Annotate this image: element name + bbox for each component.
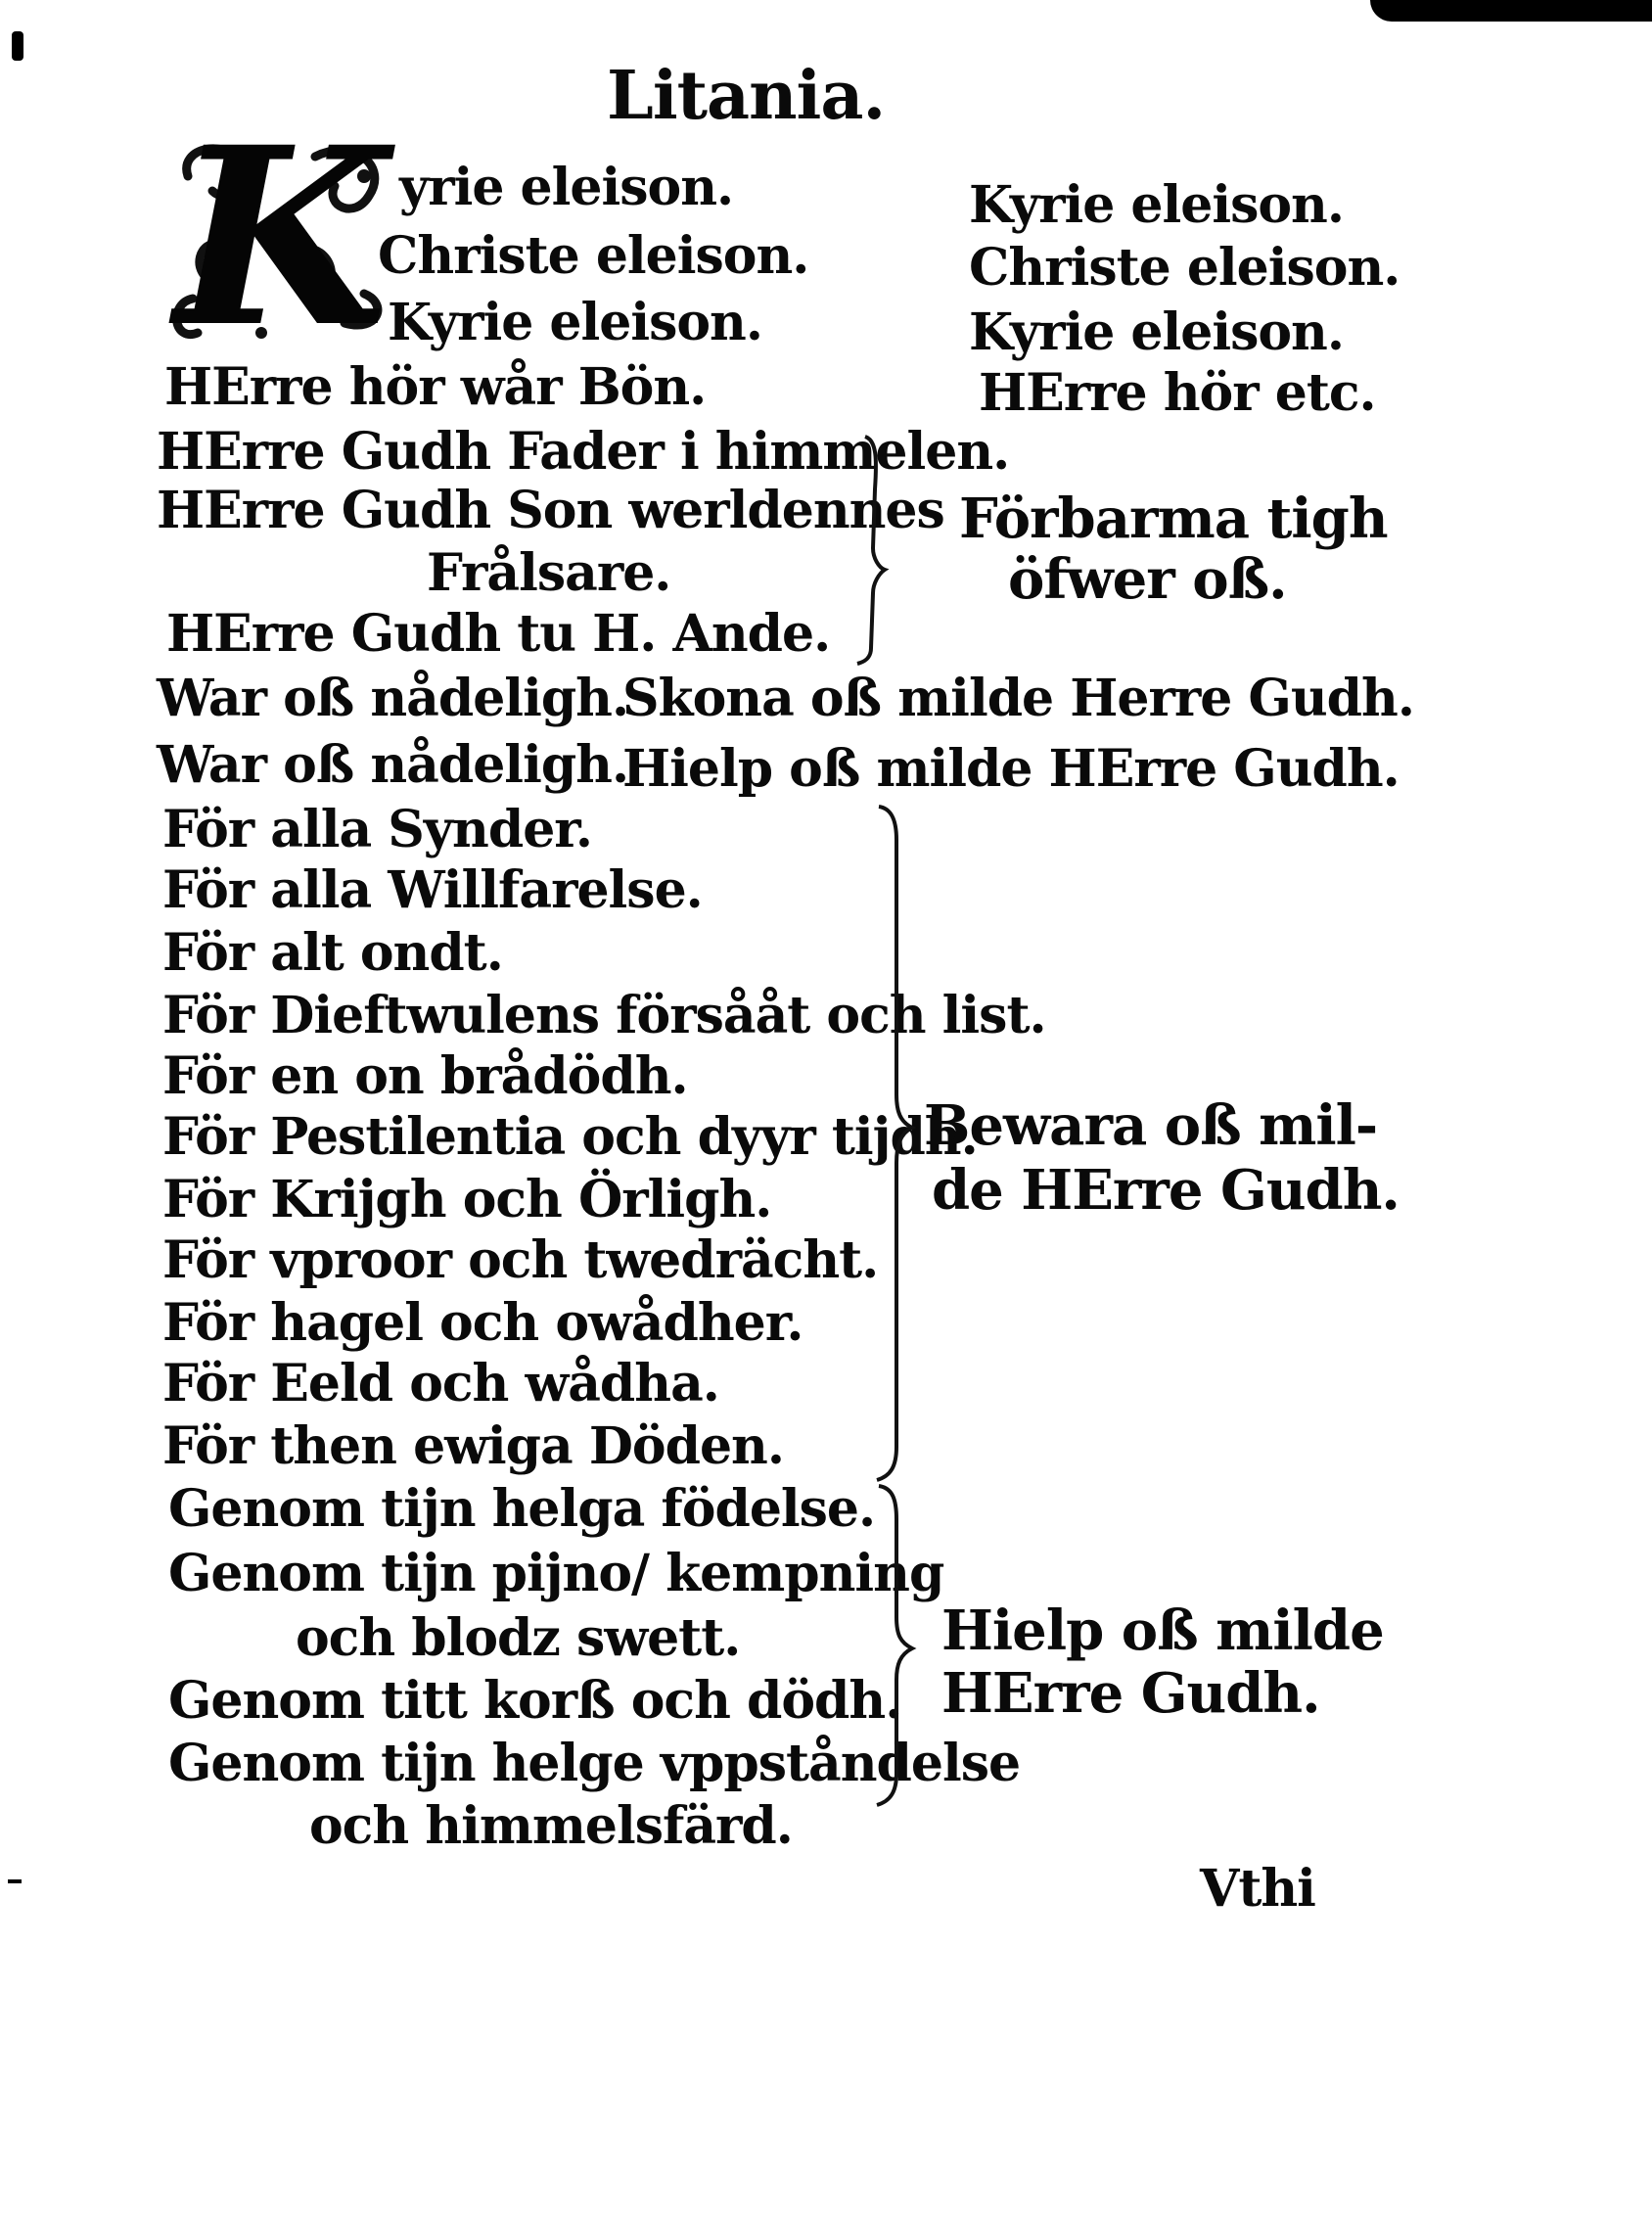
kyrie-left-2: Christe eleison. [378, 226, 809, 286]
decorated-initial [168, 93, 393, 381]
deliverance-line-4: För Dieftwulens försååt och list. [162, 986, 1046, 1045]
kyrie-right-2: Christe eleison. [969, 238, 1400, 298]
nadelig-left-2: War oß nådeligh. [157, 735, 629, 795]
page-title: Litania. [607, 57, 886, 135]
trinity-line-2: HErre Gudh Son werldennes [157, 481, 944, 540]
kyrie-left-1: yrie eleison. [399, 158, 734, 217]
trinity-line-4: HErre Gudh tu H. Ande. [166, 604, 831, 664]
deliverance-response-1: Bewara oß mil- [924, 1093, 1378, 1158]
deliverance-brace [871, 801, 920, 1486]
trinity-line-1: HErre Gudh Fader i himmelen. [157, 422, 1010, 482]
genom-line-6: och himmelsfärd. [309, 1796, 793, 1856]
initial-letter: K [174, 93, 388, 381]
trinity-line-3: Frålsare. [427, 543, 671, 603]
nadelig-right-2: Hielp oß milde HErre Gudh. [622, 739, 1400, 799]
ink-speck [8, 1879, 22, 1883]
deliverance-line-11: För then ewiga Döden. [162, 1416, 784, 1476]
herre-hor-left: HErre hör wår Bön. [164, 357, 707, 417]
deliverance-line-3: För alt ondt. [162, 923, 503, 983]
page-edge-shadow [1370, 0, 1652, 22]
deliverance-line-10: För Eeld och wådha. [162, 1354, 719, 1413]
trinity-brace [851, 431, 891, 666]
kyrie-left-3: Kyrie eleison. [388, 293, 762, 352]
kyrie-right-1: Kyrie eleison. [969, 175, 1344, 235]
nadelig-right-1: Skona oß milde Herre Gudh. [622, 669, 1414, 728]
trinity-response-2: öfwer oß. [1008, 547, 1287, 612]
catchword: Vthi [1200, 1859, 1315, 1919]
herre-hor-right: HErre hör etc. [979, 363, 1376, 423]
genom-response-2: HErre Gudh. [941, 1661, 1320, 1726]
trinity-response-1: Förbarma tigh [959, 486, 1388, 551]
nadelig-left-1: War oß nådeligh. [157, 669, 629, 728]
deliverance-line-7: För Krijgh och Örligh. [162, 1170, 772, 1229]
genom-line-5: Genom tijn helge vppståndelse [168, 1734, 1021, 1793]
deliverance-line-8: För vproor och twedrächt. [162, 1230, 879, 1290]
genom-response-1: Hielp oß milde [941, 1598, 1384, 1663]
deliverance-line-6: För Pestilentia och dyyr tijdh. [162, 1107, 978, 1167]
deliverance-line-5: För en on brådödh. [162, 1046, 688, 1106]
deliverance-line-2: För alla Willfarelse. [162, 860, 703, 920]
genom-line-2: Genom tijn pijno/ kempning [168, 1544, 944, 1603]
kyrie-right-3: Kyrie eleison. [969, 302, 1344, 362]
genom-line-4: Genom titt korß och dödh. [168, 1671, 902, 1731]
deliverance-line-9: För hagel och owådher. [162, 1293, 803, 1353]
genom-brace [871, 1480, 920, 1813]
genom-line-3: och blodz swett. [296, 1608, 741, 1668]
ink-mark [12, 31, 23, 61]
genom-line-1: Genom tijn helga födelse. [168, 1479, 876, 1539]
deliverance-response-2: de HErre Gudh. [932, 1158, 1400, 1223]
deliverance-line-1: För alla Synder. [162, 800, 592, 859]
